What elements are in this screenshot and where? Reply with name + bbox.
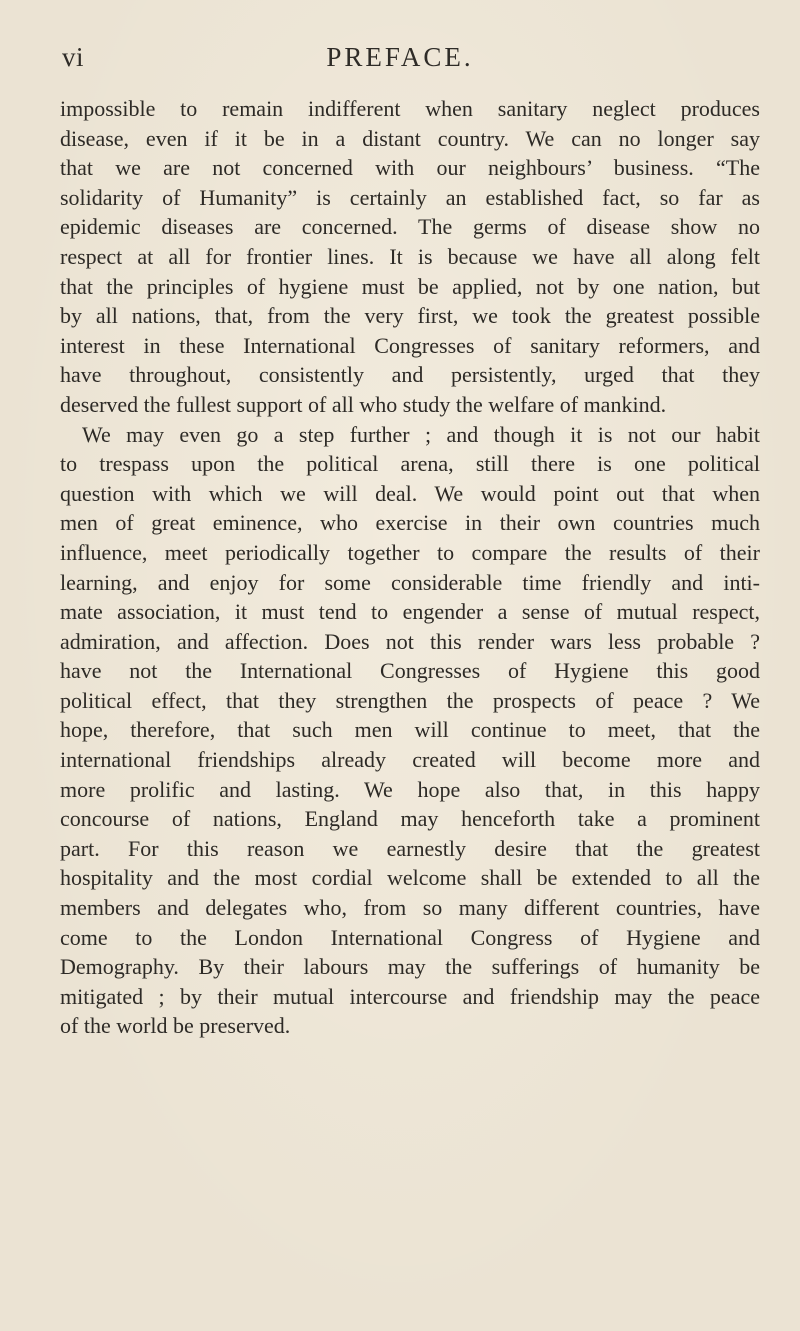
text-line: hope, therefore, that such men will continue to meet, that the: [60, 717, 760, 743]
paragraph: [60, 94, 760, 420]
text-line: men of great eminence, who exercise in their own countries much: [60, 510, 760, 536]
paragraph: [60, 420, 760, 1041]
page-header: [60, 42, 740, 82]
text-line: more prolific and lasting. We hope also that, in this happy: [60, 776, 760, 802]
text-line: We may even go a step further ; and though it is not our habit: [82, 421, 760, 447]
text-line: influence, meet periodically together to compare the results of their: [60, 539, 760, 565]
text-line: of the world be preserved.: [60, 1013, 291, 1039]
text-line: Demography. By their labours may the sufferings of humanity be: [60, 954, 760, 980]
text-line: members and delegates who, from so many different countries, have: [60, 895, 760, 921]
text-line: hospitality and the most cordial welcome shall be extended to all the: [60, 865, 760, 891]
text-line: mate association, it must tend to engender a sense of mutual respect,: [60, 599, 760, 625]
text-line: part. For this reason we earnestly desire that the greatest: [60, 835, 760, 861]
page-number: vi: [62, 42, 85, 72]
text-line: by all nations, that, from the very first, we took the greatest possible: [60, 303, 760, 329]
text-line: mitigated ; by their mutual intercourse and friendship may the peace: [60, 983, 760, 1009]
text-line: to trespass upon the political arena, still there is one political: [60, 451, 760, 477]
text-line: question with which we will deal. We would point out that when: [60, 480, 760, 506]
running-head: PREFACE.: [326, 42, 474, 72]
text-line: learning, and enjoy for some considerable time friendly and inti-: [60, 569, 760, 595]
text-line: epidemic diseases are concerned. The germs of disease show no: [60, 214, 760, 240]
text-line: respect at all for frontier lines. It is because we have all along felt: [60, 243, 760, 269]
text-line: international friendships already created will become more and: [60, 747, 760, 773]
text-line: admiration, and affection. Does not this render wars less probable ?: [60, 628, 760, 654]
text-line: impossible to remain indifferent when sanitary neglect produces: [60, 96, 760, 121]
text-line: come to the London International Congress of Hygiene and: [60, 924, 760, 950]
text-line: that we are not concerned with our neighbours’ business. “The: [60, 155, 760, 181]
text-line: political effect, that they strengthen the prospects of peace ? We: [60, 687, 760, 713]
text-line: disease, even if it be in a distant country. We can no longer say: [60, 125, 760, 151]
text-line: concourse of nations, England may henceforth take a prominent: [60, 806, 760, 832]
text-line: solidarity of Humanity” is certainly an established fact, so far as: [60, 184, 760, 210]
body-text: [60, 94, 760, 1041]
text-line: interest in these International Congresses of sanitary reformers, and: [60, 332, 760, 358]
text-line: have not the International Congresses of Hygiene this good: [60, 658, 760, 684]
text-line: deserved the fullest support of all who study the welfare of mankind.: [60, 391, 667, 417]
text-line: have throughout, consistently and persistently, urged that they: [60, 362, 760, 388]
text-line: that the principles of hygiene must be applied, not by one nation, but: [60, 273, 760, 299]
